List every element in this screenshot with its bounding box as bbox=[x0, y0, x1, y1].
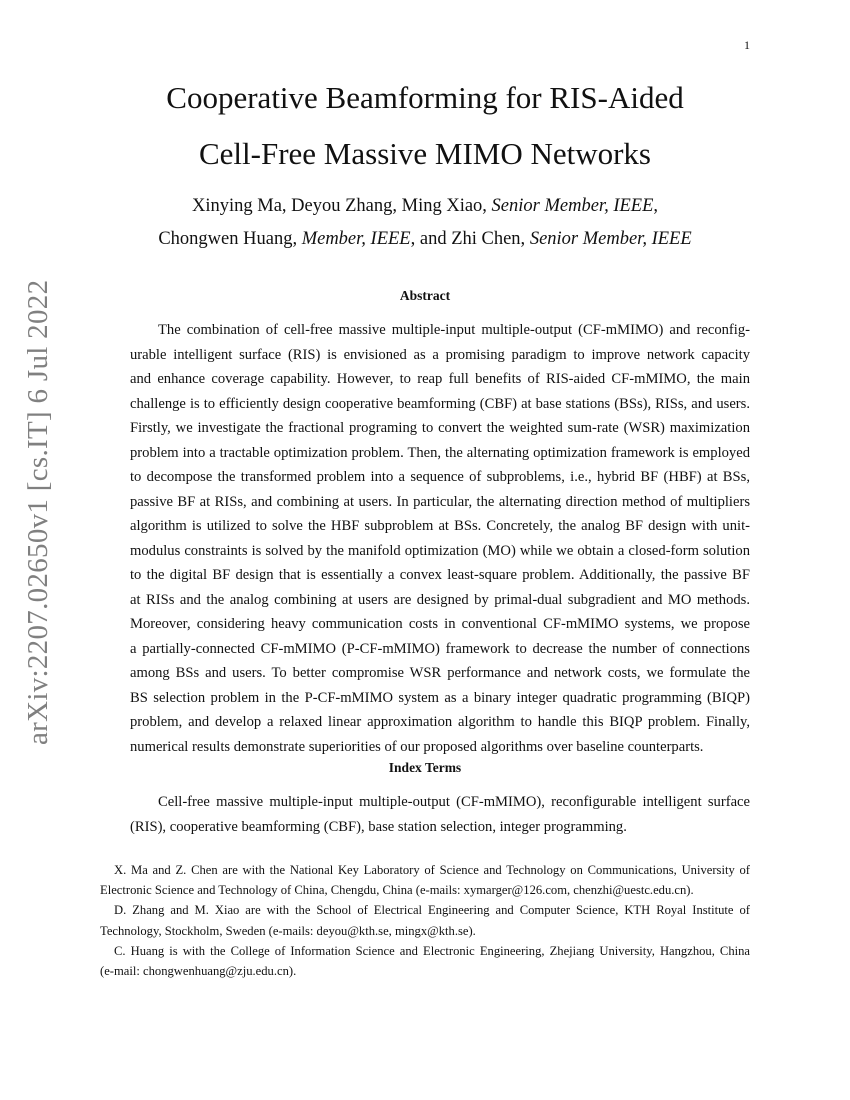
abstract-line: among BSs and users. To better compromise WSR performance and network costs, we formulate the bbox=[130, 665, 750, 681]
footnote-line: Technology, Stockholm, Sweden (e-mails: deyou@kth.se, mingx@kth.se). bbox=[100, 923, 476, 938]
abstract-line: challenge is to efficiently design cooperative beamforming (CBF) at base stations (BSs), RISs, and users. bbox=[130, 395, 750, 412]
arxiv-identifier: arXiv:2207.02650v1 [cs.IT] 6 Jul 2022 bbox=[22, 279, 54, 745]
abstract-body bbox=[130, 318, 750, 759]
footnote bbox=[100, 941, 750, 981]
footnote-line: (e-mail: chongwenhuang@zju.edu.cn). bbox=[100, 963, 297, 978]
author-membership: Member, IEEE bbox=[301, 229, 411, 249]
authors-text: , bbox=[653, 196, 659, 216]
abstract-line: Moreover, considering heavy communication costs in conventional CF-mMIMO systems, we propose bbox=[130, 616, 750, 632]
authors-text: Chongwen Huang, bbox=[158, 229, 302, 249]
abstract-line: and enhance coverage capability. However, to reap full benefits of RIS-aided CF-mMIMO, the main bbox=[130, 371, 750, 387]
authors-text: Xinying Ma, Deyou Zhang, Ming Xiao, bbox=[191, 196, 492, 216]
abstract-line: to the digital BF design that is essentially a convex least-square problem. Additionally, the passive BF bbox=[130, 567, 750, 583]
footnote bbox=[100, 900, 750, 940]
footnote-line: C. Huang is with the College of Information Science and Electronic Engineering, Zhejiang University, Hangzhou, China bbox=[114, 943, 750, 958]
index-terms-body bbox=[130, 790, 750, 839]
abstract-heading: Abstract bbox=[399, 288, 451, 303]
author-membership: Senior Member, IEEE bbox=[529, 229, 692, 249]
abstract-line: to decompose the transformed problem into a sequence of subproblems, i.e., hybrid BF (HBF) at BSs, bbox=[130, 469, 750, 485]
index-terms-heading: Index Terms bbox=[388, 760, 462, 775]
abstract-line: Firstly, we investigate the fractional programing to convert the weighted sum-rate (WSR) maximization bbox=[130, 420, 750, 436]
abstract-line: modulus constraints is solved by the manifold optimization (MO) while we obtain a closed-form solution bbox=[130, 542, 750, 559]
abstract-line: BS selection problem in the P-CF-mMIMO system as a binary integer quadratic programming (BIQP) bbox=[130, 689, 750, 706]
authors-line-1 bbox=[0, 196, 850, 217]
abstract-line: passive BF at RISs, and combining at users. In particular, the alternating direction method of multipliers bbox=[130, 493, 750, 510]
footnote-line: D. Zhang and M. Xiao are with the School of Electrical Engineering and Computer Science, KTH Royal Institute of bbox=[114, 903, 750, 918]
abstract-line: problem, and develop a relaxed linear approximation algorithm to handle this BIQP problem. Finally, bbox=[130, 714, 750, 730]
abstract-line: algorithm is utilized to solve the HBF subproblem at BSs. Concretely, the analog BF design with unit- bbox=[130, 518, 750, 534]
abstract-line: problem into a tractable optimization problem. Then, the alternating optimization framework is employed bbox=[130, 444, 750, 461]
index-terms-line: Cell-free massive multiple-input multiple-output (CF-mMIMO), reconfigurable intelligent surface bbox=[158, 794, 750, 810]
abstract-line: The combination of cell-free massive multiple-input multiple-output (CF-mMIMO) and reconfig- bbox=[158, 322, 750, 338]
paper-title-line-2: Cell-Free Massive MIMO Networks bbox=[198, 136, 651, 171]
authors-text: , and Zhi Chen, bbox=[410, 229, 530, 249]
footnote-line: X. Ma and Z. Chen are with the National Key Laboratory of Science and Technology on Communications, University of bbox=[114, 863, 750, 877]
footnotes bbox=[100, 860, 750, 981]
author-membership: Senior Member, IEEE bbox=[491, 196, 654, 216]
page-number: 1 bbox=[744, 38, 750, 52]
abstract-line: a partially-connected CF-mMIMO (P-CF-mMIMO) framework to decrease the number of connections bbox=[130, 640, 750, 657]
authors-line-2 bbox=[0, 229, 850, 250]
abstract-line: urable intelligent surface (RIS) is envisioned as a promising paradigm to improve network capacity bbox=[130, 346, 750, 363]
abstract-line: numerical results demonstrate superiorities of our proposed algorithms over baseline counterparts. bbox=[130, 738, 704, 755]
abstract-line: at RISs and the analog combining at users are designed by primal-dual subgradient and MO methods. bbox=[130, 591, 750, 608]
footnote-line: Electronic Science and Technology of China, Chengdu, China (e-mails: xymarger@126.com, chenzhi@uestc.edu.cn). bbox=[100, 883, 694, 898]
paper-title-line-1: Cooperative Beamforming for RIS-Aided bbox=[166, 80, 684, 115]
index-terms-line: (RIS), cooperative beamforming (CBF), base station selection, integer programming. bbox=[130, 818, 627, 835]
footnote bbox=[100, 860, 750, 900]
